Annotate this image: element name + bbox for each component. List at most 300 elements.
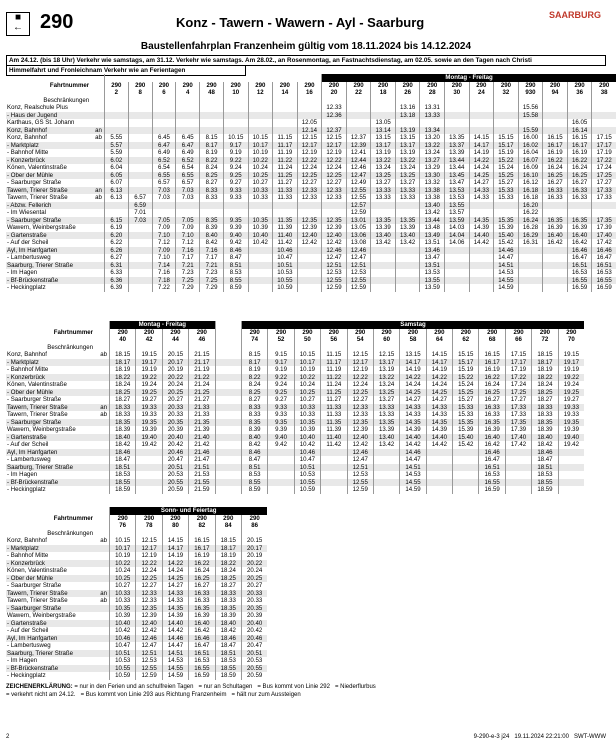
day-header: Sonn- und Feiertag: [110, 507, 268, 515]
trip-number: 38: [592, 89, 616, 97]
departure-time: 12.27: [322, 179, 347, 187]
departure-time: 12.39: [347, 426, 373, 434]
departure-time: [128, 164, 152, 172]
departure-time: 12.05: [297, 119, 322, 127]
departure-time: 15.42: [494, 239, 519, 247]
departure-time: 16.53: [479, 471, 505, 479]
stop-name: - Ober der Mühle: [6, 575, 94, 583]
departure-time: 16.19: [479, 366, 505, 374]
departure-time: 8.59: [223, 284, 248, 292]
arrival-departure-marker: [90, 172, 104, 180]
spacer: [90, 74, 104, 82]
departure-time: 15.15: [494, 134, 519, 142]
departure-time: [420, 119, 445, 127]
departure-time: 6.57: [176, 179, 200, 187]
departure-time: 15.35: [494, 217, 519, 225]
departure-time: 18.55: [110, 479, 136, 487]
departure-time: 14.51: [162, 650, 188, 658]
departure-time: [373, 449, 399, 457]
departure-time: [200, 127, 224, 135]
table-row: [6, 537, 267, 545]
departure-time: 10.46: [110, 635, 136, 643]
departure-time: 16.55: [567, 277, 592, 285]
departure-time: [453, 449, 479, 457]
departure-time: 13.19: [373, 366, 399, 374]
arrival-departure-marker: [90, 119, 104, 127]
departure-time: 8.42: [241, 441, 267, 449]
departure-time: 14.47: [400, 456, 426, 464]
departure-time: [321, 456, 347, 464]
departure-time: [395, 119, 420, 127]
departure-time: 13.33: [395, 194, 420, 202]
departure-time: [215, 351, 241, 359]
table-row: [6, 104, 616, 112]
departure-time: 18.15: [532, 351, 558, 359]
departure-time: 13.42: [420, 209, 445, 217]
departure-time: 14.15: [162, 537, 188, 545]
departure-time: 8.19: [200, 149, 224, 157]
departure-time: [469, 247, 494, 255]
departure-time: 10.42: [248, 239, 273, 247]
departure-time: 12.33: [136, 590, 162, 598]
departure-time: 21.55: [189, 479, 215, 487]
departure-time: [558, 456, 584, 464]
departure-time: 15.58: [518, 112, 543, 120]
arrival-departure-marker: an: [94, 404, 110, 412]
departure-time: 11.33: [321, 404, 347, 412]
footer: [6, 734, 606, 740]
departure-time: 16.24: [518, 217, 543, 225]
departure-time: 16.09: [518, 164, 543, 172]
departure-time: 13.31: [420, 104, 445, 112]
stop-name: - Ober der Mühle: [6, 389, 94, 397]
departure-time: 20.17: [162, 359, 188, 367]
departure-time: [371, 247, 396, 255]
departure-time: 20.15: [162, 351, 188, 359]
departure-time: 21.33: [189, 411, 215, 419]
departure-time: 6.26: [104, 247, 128, 255]
table-row: [6, 119, 616, 127]
departure-time: [215, 471, 241, 479]
trip-number: 8: [128, 89, 152, 97]
departure-time: [200, 119, 224, 127]
trip-number: 94: [543, 89, 568, 97]
departure-time: 8.51: [241, 464, 267, 472]
table-row: [6, 112, 616, 120]
departure-time: 8.40: [200, 232, 224, 240]
restriction-cell: [322, 97, 347, 105]
departure-time: 13.44: [420, 217, 445, 225]
departure-time: 10.39: [110, 612, 136, 620]
departure-time: 8.17: [241, 359, 267, 367]
departure-time: 8.59: [241, 486, 267, 494]
departure-time: 14.40: [400, 434, 426, 442]
departure-time: 14.40: [162, 620, 188, 628]
spacer: [94, 329, 110, 337]
arrival-departure-marker: [94, 381, 110, 389]
header: [6, 12, 606, 36]
table-row: [6, 479, 584, 487]
departure-time: [297, 269, 322, 277]
departure-time: 12.19: [347, 366, 373, 374]
arrival-departure-marker: [90, 262, 104, 270]
departure-time: 17.33: [505, 404, 531, 412]
departure-time: [297, 247, 322, 255]
departure-time: 13.30: [420, 172, 445, 180]
table-row: [6, 127, 616, 135]
trip-number: 50: [294, 336, 320, 344]
route-number: 290: [322, 82, 347, 90]
departure-time: 17.39: [505, 426, 531, 434]
stop-name: - Gartenstraße: [6, 232, 90, 240]
departure-time: [248, 202, 273, 210]
departure-time: 18.33: [215, 590, 241, 598]
arrival-departure-marker: [94, 426, 110, 434]
departure-time: [371, 104, 396, 112]
stop-name: Konz, Bahnhof: [7, 537, 47, 544]
departure-time: 12.17: [322, 142, 347, 150]
table-row: [6, 239, 616, 247]
departure-time: 20.42: [162, 441, 188, 449]
departure-time: 12.46: [322, 247, 347, 255]
spacer: [94, 507, 110, 515]
departure-time: 6.47: [152, 142, 176, 150]
departure-time: 21.51: [189, 464, 215, 472]
departure-time: 6.13: [104, 187, 128, 195]
line-number: 290: [40, 11, 74, 33]
table-row: [6, 366, 584, 374]
departure-time: 17.22: [592, 157, 616, 165]
arrival-departure-marker: [90, 149, 104, 157]
departure-time: 8.53: [223, 269, 248, 277]
departure-time: [273, 202, 298, 210]
day-header: [104, 74, 321, 82]
spacer: [94, 515, 110, 523]
departure-time: 8.15: [200, 134, 224, 142]
departure-time: 12.46: [346, 164, 371, 172]
arrival-departure-marker: [94, 359, 110, 367]
departure-time: [371, 262, 396, 270]
departure-time: 17.25: [592, 172, 616, 180]
departure-time: 13.24: [395, 164, 420, 172]
departure-time: 16.18: [518, 187, 543, 195]
departure-time: [371, 254, 396, 262]
departure-time: 12.40: [297, 232, 322, 240]
day-header: Montag - Freitag: [110, 321, 216, 329]
departure-time: 14.55: [494, 277, 519, 285]
departure-time: 6.33: [104, 269, 128, 277]
spacer: [6, 321, 94, 329]
departure-time: 11.42: [321, 441, 347, 449]
departure-time: 12.37: [322, 127, 347, 135]
legend-title: ZEICHENERKLÄRUNG:: [6, 684, 73, 690]
departure-time: 20.53: [162, 471, 188, 479]
departure-time: 8.33: [200, 187, 224, 195]
departure-time: 17.39: [592, 224, 616, 232]
trip-number: 48: [200, 89, 224, 97]
departure-time: 12.25: [322, 172, 347, 180]
route-number: 290: [176, 82, 200, 90]
departure-time: 14.59: [162, 672, 188, 680]
departure-time: [215, 411, 241, 419]
departure-time: [223, 112, 248, 120]
restriction-cell: [189, 530, 215, 538]
departure-time: 12.22: [347, 374, 373, 382]
departure-time: 21.59: [189, 486, 215, 494]
departure-time: 10.24: [294, 381, 320, 389]
departure-time: 7.09: [152, 224, 176, 232]
departure-time: 13.14: [371, 127, 396, 135]
departure-time: 10.35: [294, 419, 320, 427]
restriction-cell: [543, 97, 568, 105]
trip-number: 54: [347, 336, 373, 344]
departure-time: 6.54: [152, 164, 176, 172]
departure-time: [215, 456, 241, 464]
trip-number: 52: [268, 336, 294, 344]
trip-number: 70: [558, 336, 584, 344]
departure-time: 7.03: [128, 217, 152, 225]
restriction-cell: [152, 97, 176, 105]
departure-time: 19.35: [558, 419, 584, 427]
table-row: [6, 464, 584, 472]
arrival-departure-marker: [90, 202, 104, 210]
departure-time: 18.33: [110, 404, 136, 412]
departure-time: [248, 284, 273, 292]
departure-time: 9.33: [268, 404, 294, 412]
departure-time: 12.33: [347, 404, 373, 412]
departure-time: [592, 104, 616, 112]
validity-banner: Baustellenfahrplan Franzenheim gültig vom 18.11.2024 bis 14.12.2024: [140, 41, 472, 52]
stop-name: - Bf-Brückenstraße: [6, 479, 94, 487]
departure-time: [223, 119, 248, 127]
departure-time: [543, 269, 568, 277]
departure-time: 20.47: [162, 456, 188, 464]
departure-time: 13.46: [420, 247, 445, 255]
departure-time: 10.33: [294, 411, 320, 419]
departure-time: 13.24: [373, 381, 399, 389]
departure-time: 12.25: [297, 172, 322, 180]
departure-time: [346, 104, 371, 112]
departure-time: [176, 127, 200, 135]
departure-time: [297, 202, 322, 210]
route-number: 290: [189, 329, 215, 337]
departure-time: 12.15: [297, 134, 322, 142]
arrival-departure-marker: [94, 567, 110, 575]
restriction-cell: [136, 344, 162, 352]
stop-name: - Saarburger Straße: [7, 582, 62, 589]
departure-time: 18.19: [110, 366, 136, 374]
departure-time: 7.21: [200, 262, 224, 270]
departure-time: 8.25: [241, 389, 267, 397]
departure-time: [426, 486, 452, 494]
departure-time: [469, 112, 494, 120]
stop-name: - Heckingplatz: [7, 486, 46, 493]
departure-time: 9.25: [223, 172, 248, 180]
departure-time: 18.22: [110, 374, 136, 382]
departure-time: [395, 254, 420, 262]
departure-time: 10.33: [110, 597, 136, 605]
departure-time: 12.55: [347, 479, 373, 487]
departure-time: 13.24: [420, 149, 445, 157]
stop-name: - Marktplatz: [6, 545, 94, 553]
departure-time: 7.23: [176, 269, 200, 277]
departure-time: [223, 202, 248, 210]
trip-number: 6: [152, 89, 176, 97]
departure-time: 11.39: [321, 426, 347, 434]
route-number: 290: [346, 82, 371, 90]
departure-time: 14.33: [400, 404, 426, 412]
departure-time: 6.39: [104, 284, 128, 292]
departure-time: [104, 119, 128, 127]
departure-time: 16.40: [479, 434, 505, 442]
departure-time: [445, 247, 470, 255]
departure-time: 21.47: [189, 456, 215, 464]
table-row: [6, 351, 584, 359]
departure-time: 10.59: [294, 486, 320, 494]
departure-time: 12.19: [297, 149, 322, 157]
departure-time: 18.27: [532, 396, 558, 404]
route-number: 290: [395, 82, 420, 90]
departure-time: [494, 104, 519, 112]
departure-time: 13.33: [371, 194, 396, 202]
departure-time: 14.24: [400, 381, 426, 389]
departure-time: 21.24: [189, 381, 215, 389]
departure-time: 14.42: [469, 239, 494, 247]
arrival-departure-marker: ab: [100, 411, 107, 418]
departure-time: 14.33: [469, 187, 494, 195]
departure-time: 16.05: [567, 119, 592, 127]
departure-time: 13.38: [420, 187, 445, 195]
trip-number: 66: [505, 336, 531, 344]
departure-time: 17.40: [505, 434, 531, 442]
departure-time: 14.22: [162, 560, 188, 568]
departure-time: 8.22: [200, 157, 224, 165]
departure-time: 7.12: [176, 239, 200, 247]
departure-time: 12.59: [346, 209, 371, 217]
departure-time: 12.35: [347, 419, 373, 427]
spacer: [94, 530, 110, 538]
arrival-departure-marker: ab: [100, 597, 107, 604]
day-header: Samstag: [241, 321, 584, 329]
departure-time: 16.25: [189, 575, 215, 583]
departure-time: 12.33: [322, 104, 347, 112]
departure-time: 18.35: [532, 419, 558, 427]
departure-time: 5.55: [104, 134, 128, 142]
departure-time: [176, 112, 200, 120]
departure-time: 14.19: [400, 366, 426, 374]
departure-time: 9.35: [223, 217, 248, 225]
restrictions-label: Beschränkungen: [47, 529, 93, 537]
departure-time: [445, 254, 470, 262]
table-row: [6, 650, 267, 658]
departure-time: 16.07: [518, 157, 543, 165]
departure-time: 6.13: [104, 194, 128, 202]
departure-time: 19.33: [136, 411, 162, 419]
spacer: [94, 344, 110, 352]
departure-time: 14.27: [469, 179, 494, 187]
departure-time: 20.59: [162, 486, 188, 494]
restriction-cell: [215, 344, 241, 352]
departure-time: 8.25: [200, 172, 224, 180]
departure-time: 20.24: [241, 567, 267, 575]
arrival-departure-marker: [94, 486, 110, 494]
table-row: [6, 545, 267, 553]
departure-time: [453, 486, 479, 494]
stop-name: Tawern, Trierer Straße: [7, 194, 68, 201]
departure-time: [176, 202, 200, 210]
departure-time: 16.39: [543, 224, 568, 232]
departure-time: 12.27: [347, 396, 373, 404]
table-row: [6, 456, 584, 464]
departure-time: 14.24: [426, 381, 452, 389]
departure-time: 6.22: [104, 239, 128, 247]
departure-time: 7.10: [176, 232, 200, 240]
stop-name: - Ober der Mühle: [6, 172, 90, 180]
arrival-departure-marker: [94, 672, 110, 680]
departure-time: [128, 104, 152, 112]
departure-time: 16.51: [592, 262, 616, 270]
departure-time: 16.47: [189, 642, 215, 650]
departure-time: 13.42: [371, 239, 396, 247]
trip-number: 14: [273, 89, 298, 97]
departure-time: 16.55: [479, 479, 505, 487]
trip-number: 40: [110, 336, 136, 344]
departure-time: 12.42: [136, 627, 162, 635]
departure-time: [215, 381, 241, 389]
departure-time: 16.27: [567, 179, 592, 187]
departure-time: 7.25: [200, 277, 224, 285]
departure-time: 10.42: [294, 441, 320, 449]
departure-time: 17.19: [592, 149, 616, 157]
restriction-cell: [532, 344, 558, 352]
departure-time: 13.25: [371, 172, 396, 180]
departure-time: 16.19: [189, 552, 215, 560]
arrival-departure-marker: [94, 657, 110, 665]
arrival-departure-marker: [94, 575, 110, 583]
trip-number: 82: [189, 522, 215, 530]
departure-time: 12.55: [322, 277, 347, 285]
route-number: 290: [294, 329, 320, 337]
departure-time: [297, 262, 322, 270]
departure-time: [268, 479, 294, 487]
departure-time: [128, 187, 152, 195]
departure-time: [215, 426, 241, 434]
departure-time: 19.33: [136, 404, 162, 412]
departure-time: [371, 269, 396, 277]
departure-time: 13.05: [371, 119, 396, 127]
restriction-cell: [110, 530, 136, 538]
table-row: [6, 224, 616, 232]
table-row: [6, 359, 584, 367]
trip-number: 12: [248, 89, 273, 97]
departure-time: [395, 209, 420, 217]
arrival-departure-marker: [90, 104, 104, 112]
print-date: 19.11.2024 22:21:00: [514, 734, 569, 740]
departure-time: 6.57: [152, 179, 176, 187]
departure-time: 9.33: [268, 411, 294, 419]
departure-time: 10.25: [294, 389, 320, 397]
departure-time: [445, 104, 470, 112]
restriction-cell: [241, 530, 267, 538]
departure-time: [128, 172, 152, 180]
route-number: 290: [479, 329, 505, 337]
arrival-departure-marker: [90, 269, 104, 277]
table-row: [6, 590, 267, 598]
departure-time: 13.53: [445, 194, 470, 202]
stop-name: - Saarburger Straße: [7, 396, 62, 403]
departure-time: 15.59: [518, 127, 543, 135]
departure-time: [321, 479, 347, 487]
